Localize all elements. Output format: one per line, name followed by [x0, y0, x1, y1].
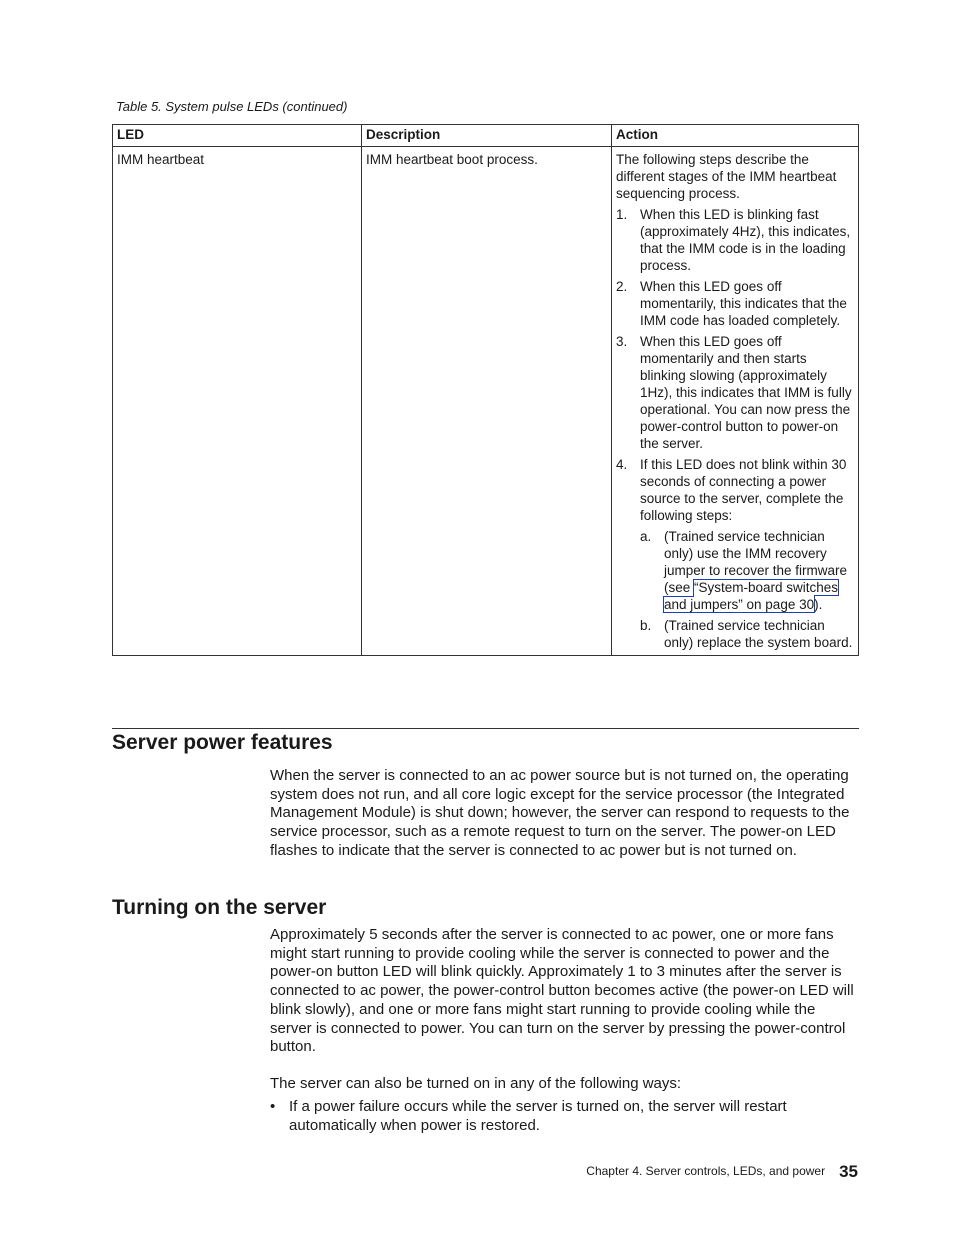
heading-turning-on-server: Turning on the server — [112, 896, 327, 919]
step-number: 3. — [616, 334, 628, 349]
section-divider — [112, 728, 859, 729]
led-cell: IMM heartbeat — [113, 147, 362, 656]
substep-letter: b. — [640, 618, 652, 633]
description-cell: IMM heartbeat boot process. — [362, 147, 612, 656]
substep-text-before: (Trained service technician only) use the IMM recovery jumper to recover the firmware (see — [664, 529, 848, 595]
step-text: When this LED goes off momentarily and then starts blinking slowing (approximately 1Hz), this indicates that IMM is fully operational. You can now press the power-control button to power-on the server. — [640, 334, 852, 451]
turning-on-paragraph: Approximately 5 seconds after the server is connected to ac power, one or more fans might start running to provide cooling while the server is connected to power and the power-on button LED will blink quickly. Approximately 1 to 3 minutes after the server is connected to ac power, the power-control button becomes active (the power-on LED will blink slowly), and one or more fans might start running to provide cooling while the server is connected to power. You can turn on the server by pressing the power-control button. — [270, 926, 854, 1056]
step-number: 2. — [616, 279, 628, 294]
list-item — [616, 333, 854, 452]
list-item — [616, 456, 854, 651]
step-text: When this LED goes off momentarily, this indicates that the IMM code has loaded completely. — [640, 279, 847, 328]
action-cell — [612, 147, 859, 656]
table-caption: Table 5. System pulse LEDs (continued) — [116, 99, 348, 114]
ways-intro-paragraph: The server can also be turned on in any of the following ways: — [270, 1075, 682, 1092]
table-row — [113, 147, 859, 656]
system-board-switches-link[interactable]: “System-board switches and jumpers” on page 30 — [664, 580, 839, 612]
list-item — [616, 206, 854, 274]
page-footer — [586, 1162, 858, 1182]
page-number: 35 — [839, 1162, 858, 1181]
substep-letter: a. — [640, 529, 652, 544]
list-item — [270, 1098, 860, 1135]
table-header-row — [113, 125, 859, 147]
substep-text-after: ). — [814, 597, 823, 612]
step-number: 1. — [616, 207, 628, 222]
step-number: 4. — [616, 457, 628, 472]
action-intro: The following steps describe the different stages of the IMM heartbeat sequencing process. — [616, 152, 837, 201]
system-pulse-leds-table — [112, 124, 859, 656]
power-features-paragraph: When the server is connected to an ac power source but is not turned on, the operating system does not run, and all core logic except for the service processor (the Integrated Management Module) is shut down; however, the server can respond to requests to the service processor, such as a remote request to turn on the server. The power-on LED flashes to indicate that the server is connected to ac power but is not turned on. — [270, 767, 850, 859]
substep-text: (Trained service technician only) replace the system board. — [664, 618, 853, 650]
column-header-action: Action — [612, 125, 859, 147]
action-steps-list — [616, 206, 854, 651]
list-item — [640, 617, 854, 651]
step-text: If this LED does not blink within 30 seconds of connecting a power source to the server, complete the following steps: — [640, 457, 847, 523]
bullet-symbol: • — [270, 1098, 276, 1115]
list-item — [616, 278, 854, 329]
substeps-list — [640, 528, 854, 651]
step-text: When this LED is blinking fast (approximately 4Hz), this indicates, that the IMM code is in the loading process. — [640, 207, 851, 273]
list-item — [640, 528, 854, 613]
bullet-text: If a power failure occurs while the server is turned on, the server will restart automatically when power is restored. — [289, 1098, 787, 1134]
column-header-led: LED — [113, 125, 362, 147]
footer-chapter: Chapter 4. Server controls, LEDs, and power — [586, 1164, 826, 1178]
column-header-description: Description — [362, 125, 612, 147]
heading-server-power-features: Server power features — [112, 731, 333, 754]
